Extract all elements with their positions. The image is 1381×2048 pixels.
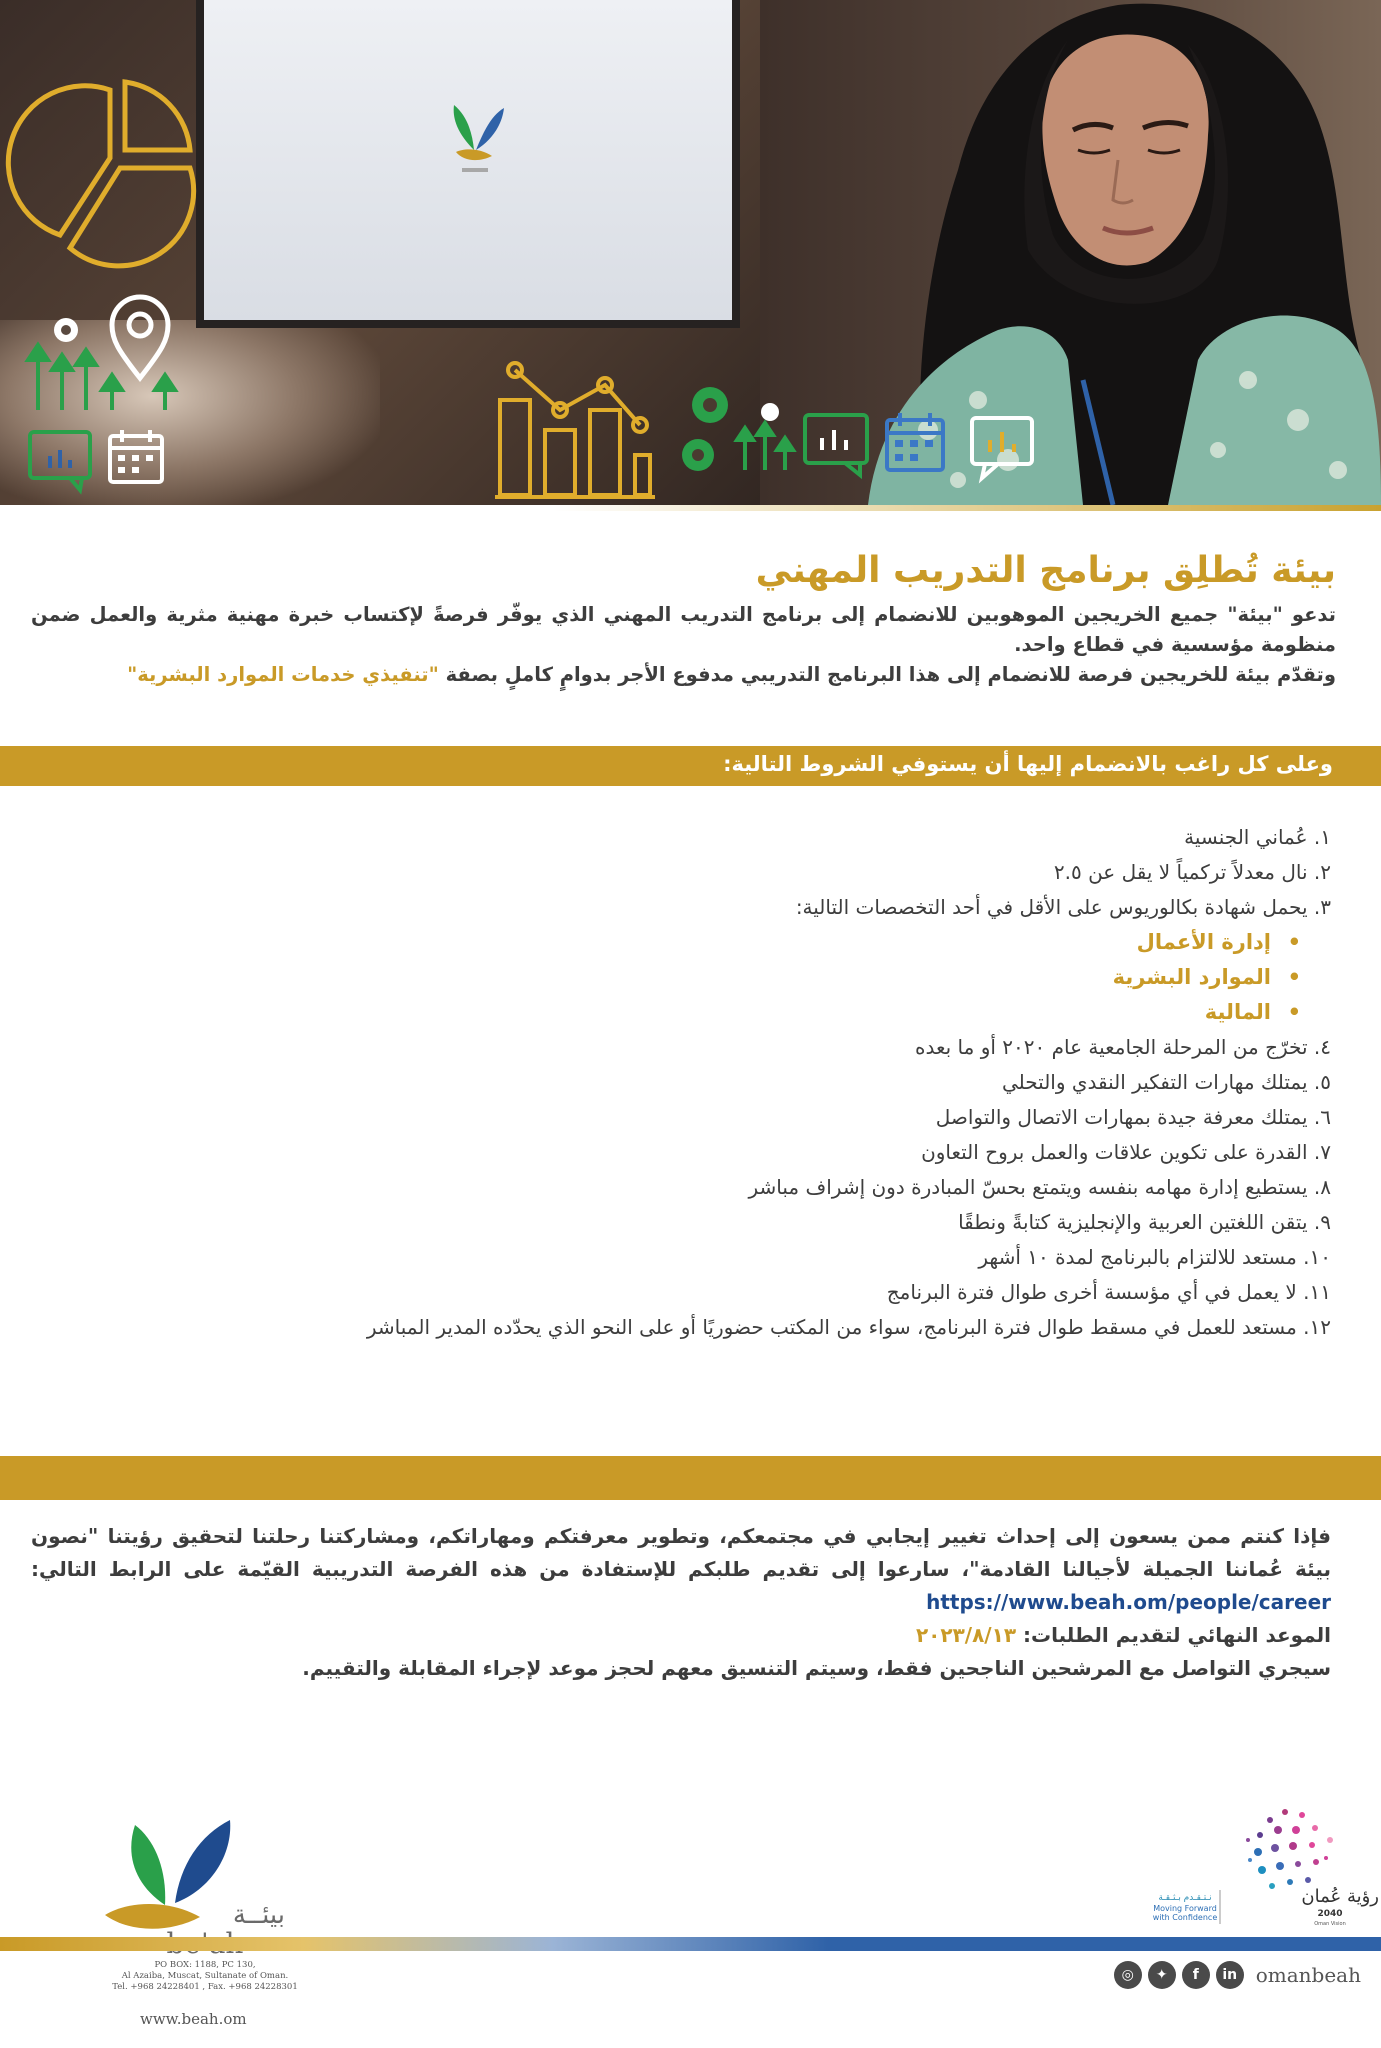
address-line: Al Azaiba, Muscat, Sultanate of Oman. (121, 1971, 289, 1981)
requirement-item: ١٢. مستعد للعمل في مسقط طوال فترة البرنامج، سواء من المكتب حضوريًا أو على النحو الذي يحدّده المدير المباشر (366, 1315, 1331, 1339)
oman-vision-logo (1090, 1790, 1381, 1930)
requirement-item: ٩. يتقن اللغتين العربية والإنجليزية كتابةً ونطقًا (958, 1210, 1331, 1234)
website-link[interactable]: www.beah.om (140, 2010, 247, 2028)
growth-arrows-icon-2 (737, 423, 793, 470)
chat-icon (972, 418, 1032, 478)
requirements-list (31, 820, 1331, 1345)
cta-paragraph (31, 1520, 1331, 1619)
twitter-icon[interactable]: ✦ (1148, 1961, 1176, 1989)
vision-english-sub: Oman Vision (1314, 1921, 1346, 1927)
separator-band (0, 1456, 1381, 1500)
cta-text: فإذا كنتم ممن يسعون إلى إحداث تغيير إيجابي في مجتمعكم، وتطوير معرفتكم ومهاراتكم، ومشاركتنا رحلتنا لتحقيق رؤيتنا "نصون بيئة عُماننا الجميلة لأجيالنا القادمة"، سارعوا إلى تقديم طلبكم للإستفادة من هذه الفرصة التدريبية القيّمة على الرابط التالي: (31, 1524, 1331, 1581)
bar-line-chart-icon (495, 363, 655, 497)
intro-paragraph-2-start: وتقدّم بيئة للخريجين فرصة للانضمام إلى هذا البرنامج التدريبي مدفوع الأجر بدوامٍ كاملٍ بصفة (445, 663, 1336, 686)
address-line: Tel. +968 24228401 , Fax. +968 24228301 (112, 1982, 298, 1992)
deadline-date: ٢٠٢٣/٨/١٣ (915, 1623, 1017, 1647)
requirement-item: ٨. يستطيع إدارة مهامه بنفسه ويتمتع بحسّ المبادرة دون إشراف مباشر (748, 1175, 1331, 1199)
requirement-item: ١٠. مستعد للالتزام بالبرنامج لمدة ١٠ أشهر (978, 1245, 1331, 1269)
growth-arrows-icon (28, 345, 175, 410)
job-title-highlight: "تنفيذي خدمات الموارد البشرية" (127, 663, 439, 686)
requirement-item: ١. عُماني الجنسية (1184, 825, 1331, 849)
social-handle[interactable]: omanbeah (1255, 1963, 1361, 1987)
career-link[interactable]: https://www.beah.om/people/career (926, 1590, 1331, 1614)
calendar-icon-2 (887, 413, 943, 470)
call-to-action (31, 1520, 1331, 1685)
vision-arabic: رؤية عُمان (1301, 1886, 1379, 1907)
logo-arabic: بيئــة (232, 1900, 285, 1930)
location-pin-icon (112, 297, 168, 378)
facebook-icon[interactable]: f (1182, 1961, 1210, 1989)
hero-photo (0, 0, 1381, 505)
address-block (95, 1960, 315, 1993)
gear-icon (54, 318, 78, 342)
requirement-item: ٦. يمتلك معرفة جيدة بمهارات الاتصال والتواصل (935, 1105, 1331, 1129)
deadline-line (31, 1619, 1331, 1652)
requirement-item: ٧. القدرة على تكوين علاقات والعمل بروح التعاون (921, 1140, 1331, 1164)
page-title: بيئة تُطلِق برنامج التدريب المهني (755, 550, 1336, 591)
specialization-item: • الموارد البشرية (31, 960, 1331, 995)
requirement-item: ١١. لا يعمل في أي مؤسسة أخرى طوال فترة البرنامج (886, 1280, 1331, 1304)
intro-paragraph-2 (31, 660, 1336, 690)
requirement-item: ٥. يمتلك مهارات التفكير النقدي والتحلي (1001, 1070, 1331, 1094)
requirement-item: ٢. نال معدلاً تركمياً لا يقل عن ٢.٥ (1053, 860, 1331, 884)
vision-year: 2040 (1317, 1909, 1343, 1919)
requirements-band (0, 746, 1381, 786)
requirement-item: ٣. يحمل شهادة بكالوريوس على الأقل في أحد التخصصات التالية: (795, 895, 1331, 919)
contact-note: سيجري التواصل مع المرشحين الناجحين فقط، وسيتم التنسيق معهم لحجز موعد لإجراء المقابلة والتقييم. (302, 1656, 1331, 1680)
pie-chart-icon (8, 82, 193, 266)
slogan-arabic: نـتـقـدم بـثـقـة (1158, 1893, 1212, 1903)
chat-chart-icon (30, 432, 90, 490)
specialization-item: • المالية (31, 995, 1331, 1030)
instagram-icon[interactable]: ◎ (1114, 1961, 1142, 1989)
requirement-item: ٤. تخرّج من المرحلة الجامعية عام ٢٠٢٠ أو ما بعده (914, 1035, 1331, 1059)
specialization-item: • إدارة الأعمال (31, 925, 1331, 960)
slogan-english-1: Moving Forward (1153, 1904, 1217, 1913)
infographic-overlay (0, 0, 1381, 505)
slogan-english-2: with Confidence (1152, 1913, 1218, 1922)
chat-bar-icon (805, 415, 867, 475)
intro-text (31, 600, 1336, 690)
linkedin-icon[interactable]: in (1216, 1961, 1244, 1989)
address-line: PO BOX: 1188, PC 130, (154, 1960, 256, 1970)
intro-paragraph-1: تدعو "بيئة" جميع الخريجين الموهوبين للانضمام إلى برنامج التدريب المهني الذي يوفّر فرصةً لإكتساب خبرة مهنية مثرية والعمل ضمن منظومة مؤسسية في قطاع واحد. (31, 603, 1336, 656)
requirements-heading: وعلى كل راغب بالانضمام إليها أن يستوفي الشروط التالية: (723, 752, 1333, 776)
social-links (1114, 1960, 1361, 1990)
vision-dots-icon (1246, 1809, 1333, 1889)
deadline-label: الموعد النهائي لتقديم الطلبات: (1023, 1623, 1331, 1647)
calendar-icon (110, 430, 162, 482)
footer-color-bar (0, 1937, 1381, 1951)
hero-divider (0, 505, 1381, 511)
beah-logo (95, 1795, 295, 1955)
